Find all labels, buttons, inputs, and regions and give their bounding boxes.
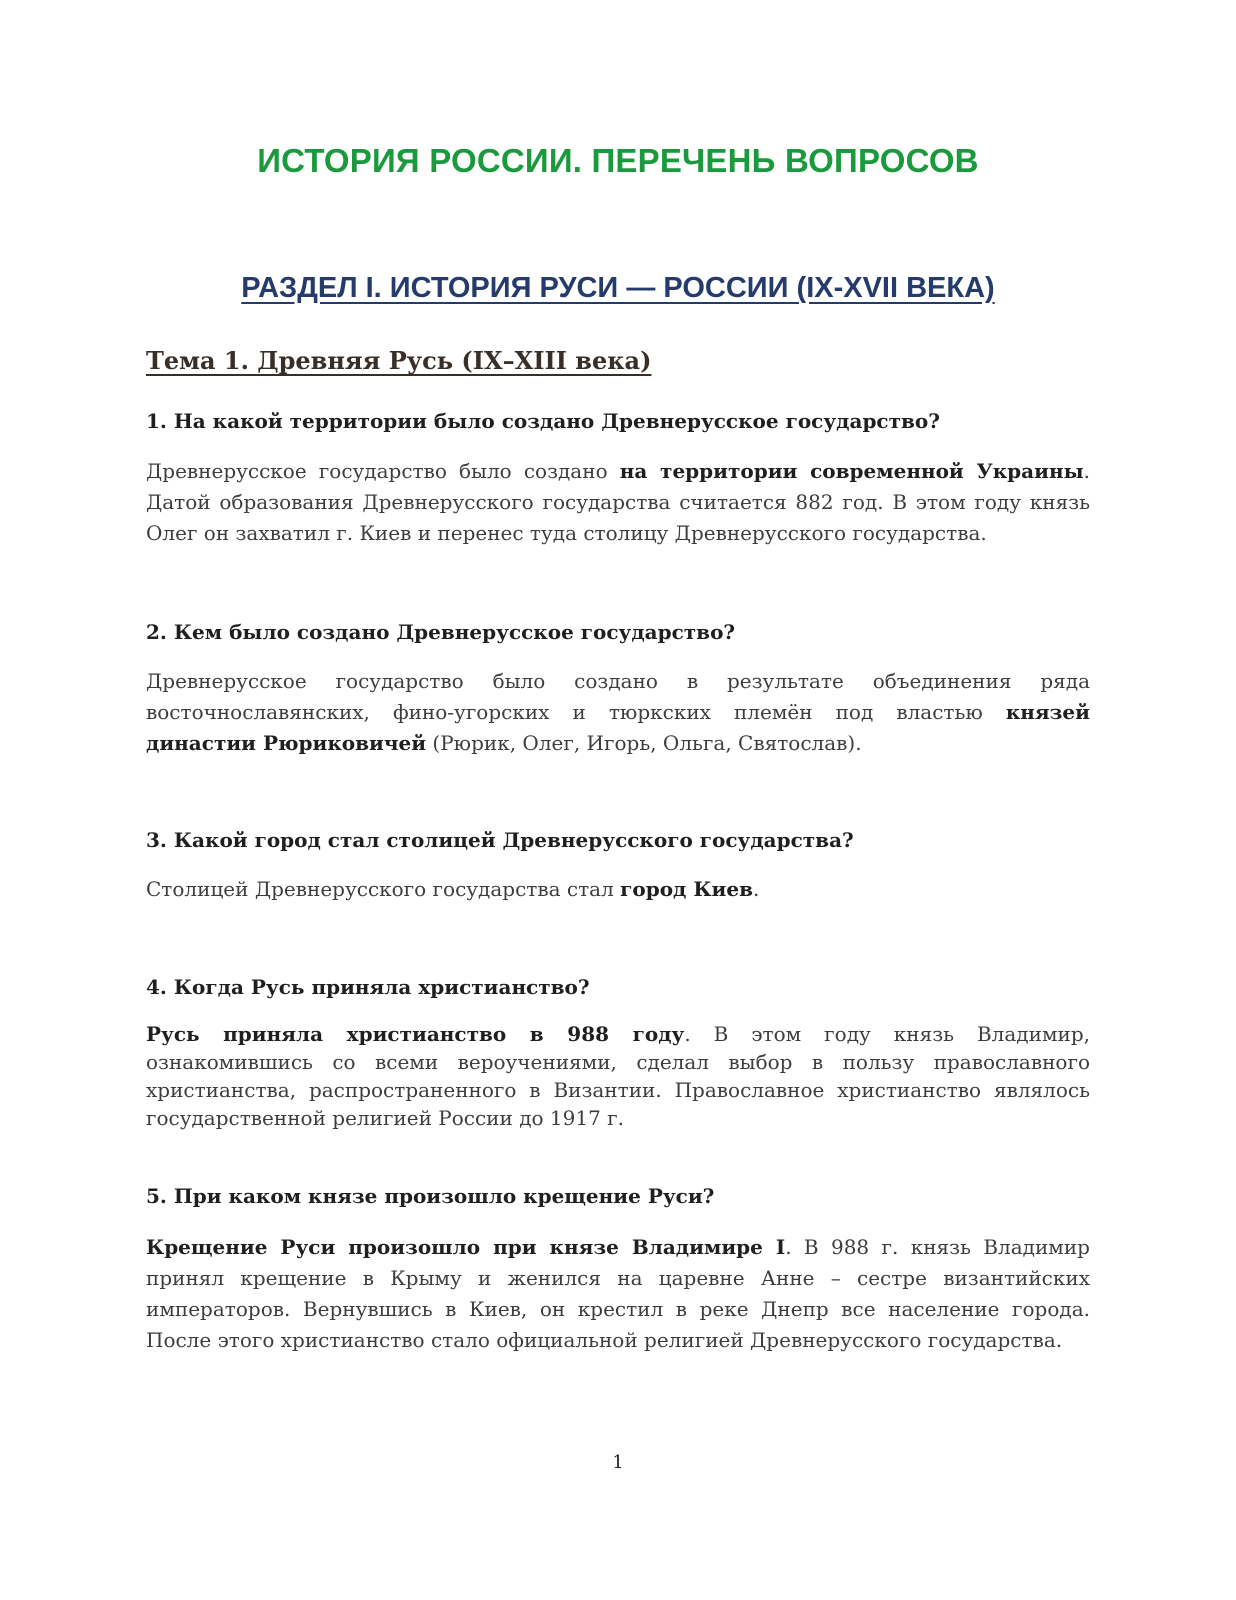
answer-3-text-start: Столицей Древнерусского государства стал: [146, 877, 621, 901]
answer-4-text-end: . В этом году князь Владимир, ознакомившись со всеми вероучениями, сделал выбор в пользу православного христианства, распространенного в Византии. Православное христианство являлось государственной религией России до 1917 г.: [146, 1022, 1090, 1130]
answer-3: [146, 874, 1090, 905]
answer-2-highlight: князей династии Рюриковичей: [146, 700, 1090, 755]
answer-3-highlight: город Киев: [620, 877, 754, 901]
question-5: 5. При каком князе произошло крещение Руси?: [146, 1184, 715, 1208]
question-3: 3. Какой город стал столицей Древнерусского государства?: [146, 828, 854, 852]
answer-2: [146, 666, 1090, 759]
answer-4-highlight: Русь приняла христианство в 988 году: [146, 1022, 685, 1046]
answer-5-highlight: Крещение Руси произошло при князе Владимире I: [146, 1235, 786, 1259]
answer-2-text-start: Древнерусское государство было создано в результате объединения ряда восточнославянских, фино-угорских и тюркских племён под властью: [146, 669, 1090, 724]
section-heading: РАЗДЕЛ I. ИСТОРИЯ РУСИ — РОССИИ (IX-XVII ВЕКА): [241, 272, 995, 304]
answer-3-text-end: .: [753, 877, 760, 901]
answer-1: [146, 456, 1090, 549]
document-title: ИСТОРИЯ РОССИИ. ПЕРЕЧЕНЬ ВОПРОСОВ: [257, 142, 979, 179]
question-4: 4. Когда Русь приняла христианство?: [146, 975, 590, 999]
question-2: 2. Кем было создано Древнерусское государство?: [146, 620, 736, 644]
answer-1-text-end: . Датой образования Древнерусского государства считается 882 год. В этом году князь Олег он захватил г. Киев и перенес туда столицу Древнерусского государства.: [146, 459, 1090, 545]
answer-1-highlight: на территории современной Украины: [619, 459, 1084, 483]
answer-1-text-start: Древнерусское государство было создано: [146, 459, 620, 483]
answer-5: [146, 1232, 1090, 1356]
answer-4: [146, 1020, 1090, 1132]
question-1: 1. На какой территории было создано Древнерусское государство?: [146, 409, 940, 433]
answer-2-text-end: (Рюрик, Олег, Игорь, Ольга, Святослав).: [426, 731, 862, 755]
answer-5-text-end: . В 988 г. князь Владимир принял крещение в Крыму и женился на царевне Анне – сестре византийских императоров. Вернувшись в Киев, он крестил в реке Днепр все население города. После этого христианство стало официальной религией Древнерусского государства.: [146, 1235, 1090, 1352]
page-number: 1: [612, 1452, 624, 1473]
topic-heading: Тема 1. Древняя Русь (IX–XIII века): [146, 346, 652, 375]
